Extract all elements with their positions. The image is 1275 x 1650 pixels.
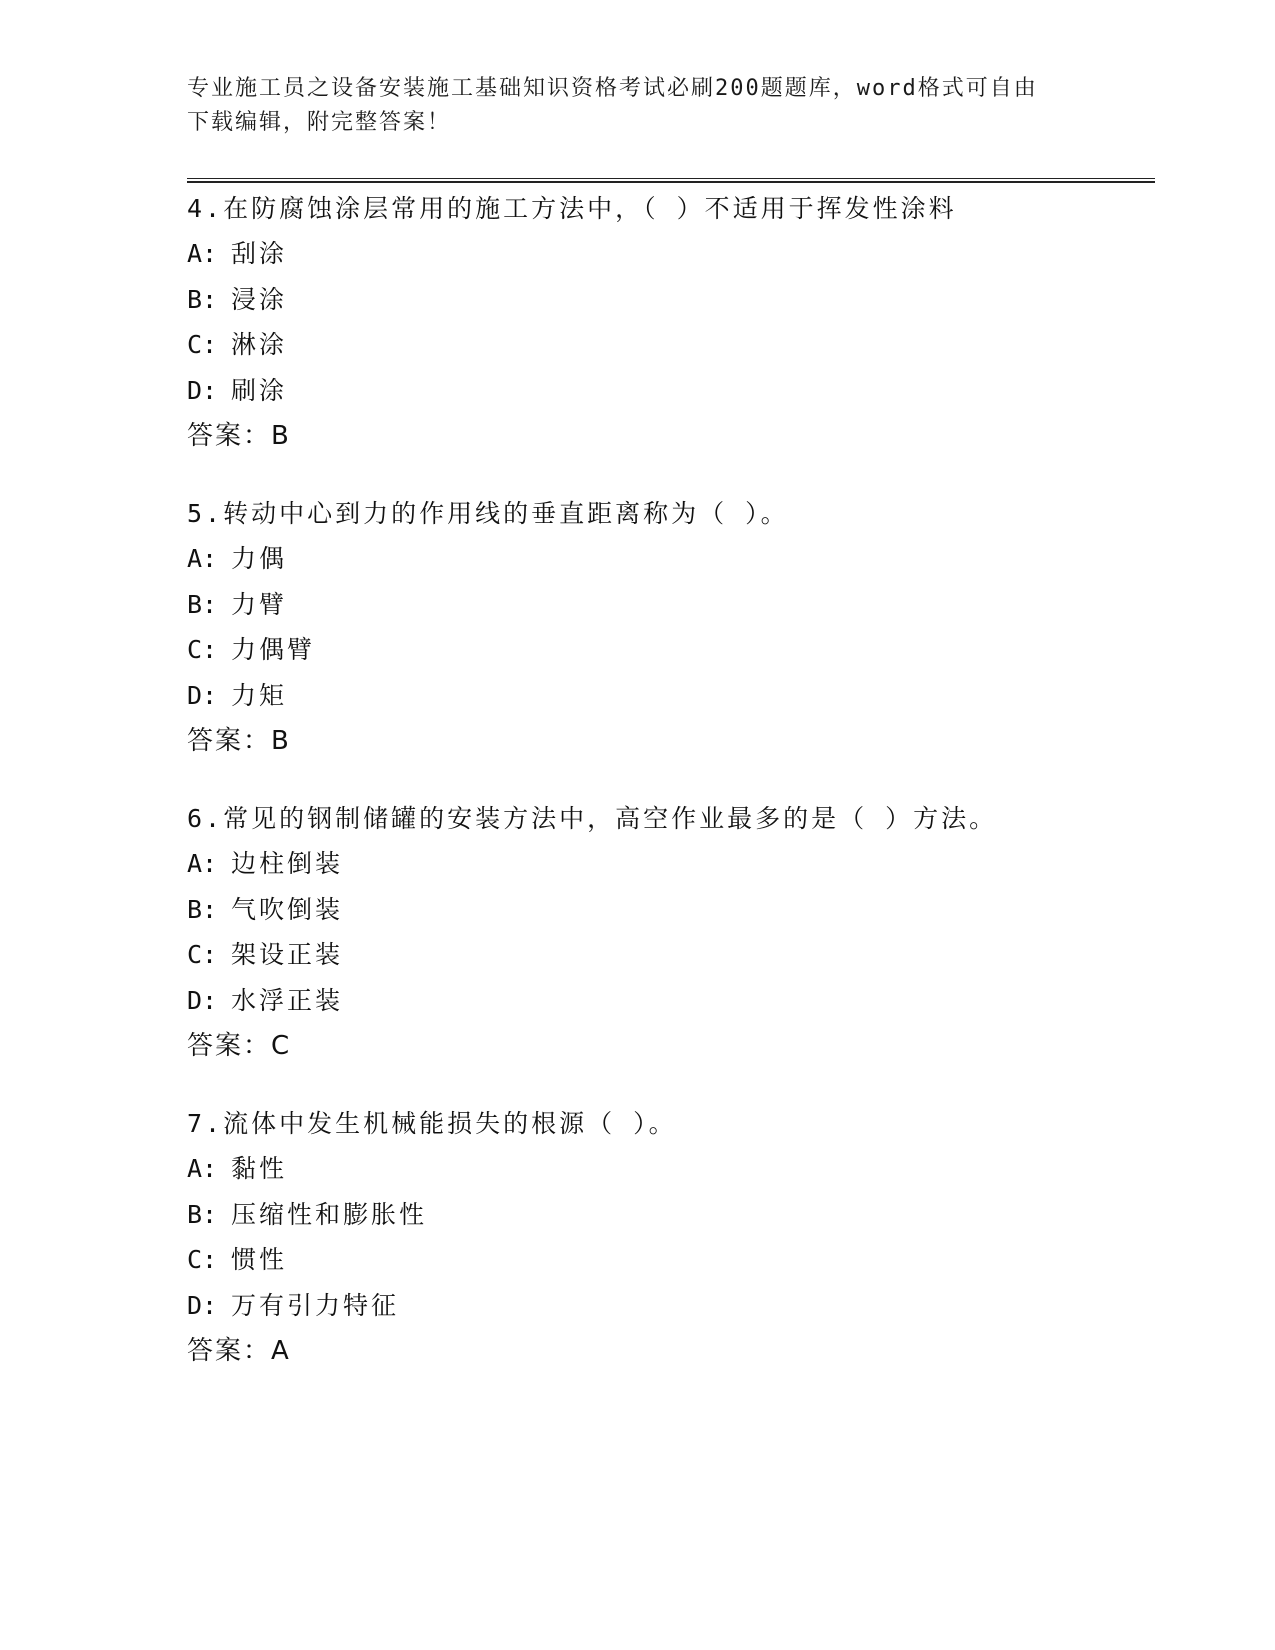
option-text: 力臂 [231, 589, 288, 619]
option-d [187, 673, 1155, 719]
option-text: 边柱倒装 [231, 849, 344, 878]
option-text: 刮涂 [231, 239, 288, 268]
option-a [187, 536, 1155, 582]
question-text: 5.转动中心到力的作用线的垂直距离称为（ ）。 [187, 499, 789, 528]
option-letter: B: [187, 1199, 218, 1229]
option-letter: D: [187, 1290, 218, 1320]
option-text: 刷涂 [231, 375, 288, 405]
option-a [187, 1146, 1155, 1192]
option-a [187, 841, 1155, 887]
option-b [187, 1192, 1155, 1238]
option-letter: C: [187, 940, 218, 969]
answer-line: 答案：C [187, 1031, 292, 1061]
option-text: 力偶臂 [231, 635, 316, 664]
option-text: 力矩 [231, 680, 288, 710]
question-block [187, 491, 1155, 764]
option-c [187, 322, 1155, 368]
header-line-2: 下载编辑，附完整答案！ [187, 110, 452, 135]
question-block [187, 186, 1155, 459]
option-letter: D: [187, 680, 218, 710]
option-c [187, 627, 1155, 673]
option-letter: A: [187, 239, 218, 268]
option-d [187, 1283, 1155, 1329]
option-text: 水浮正装 [231, 985, 344, 1015]
option-letter: B: [187, 894, 218, 924]
option-text: 气吹倒装 [231, 894, 344, 924]
option-letter: D: [187, 375, 218, 405]
option-b [187, 582, 1155, 628]
option-text: 黏性 [231, 1154, 288, 1183]
question-block [187, 1101, 1155, 1374]
option-letter: B: [187, 589, 218, 619]
option-text: 淋涂 [231, 330, 288, 359]
option-b [187, 277, 1155, 323]
option-letter: A: [187, 544, 218, 573]
answer-line: 答案：A [187, 1336, 291, 1366]
option-text: 架设正装 [231, 940, 344, 969]
option-letter: C: [187, 330, 218, 359]
option-letter: A: [187, 1154, 218, 1183]
option-letter: B: [187, 284, 218, 314]
answer-line: 答案：B [187, 421, 291, 451]
option-c [187, 1237, 1155, 1283]
header-divider [187, 178, 1155, 183]
option-text: 惯性 [231, 1245, 288, 1274]
option-text: 压缩性和膨胀性 [231, 1199, 428, 1229]
option-letter: C: [187, 635, 218, 664]
question-text: 7.流体中发生机械能损失的根源（ ）。 [187, 1109, 677, 1138]
option-text: 力偶 [231, 544, 288, 573]
option-c [187, 932, 1155, 978]
option-letter: A: [187, 849, 218, 878]
question-block [187, 796, 1155, 1069]
option-d [187, 368, 1155, 414]
option-text: 浸涂 [231, 284, 288, 314]
question-text: 6.常见的钢制储罐的安装方法中，高空作业最多的是（ ）方法。 [187, 804, 998, 833]
header-line-1: 专业施工员之设备安装施工基础知识资格考试必刷200题题库，word格式可自由 [187, 76, 1038, 101]
document-header [187, 72, 1067, 140]
option-a [187, 231, 1155, 277]
option-letter: D: [187, 985, 218, 1015]
option-d [187, 978, 1155, 1024]
question-text: 4.在防腐蚀涂层常用的施工方法中，（ ）不适用于挥发性涂料 [187, 194, 957, 223]
option-text: 万有引力特征 [231, 1290, 400, 1320]
answer-line: 答案：B [187, 726, 291, 756]
option-letter: C: [187, 1245, 218, 1274]
option-b [187, 887, 1155, 933]
